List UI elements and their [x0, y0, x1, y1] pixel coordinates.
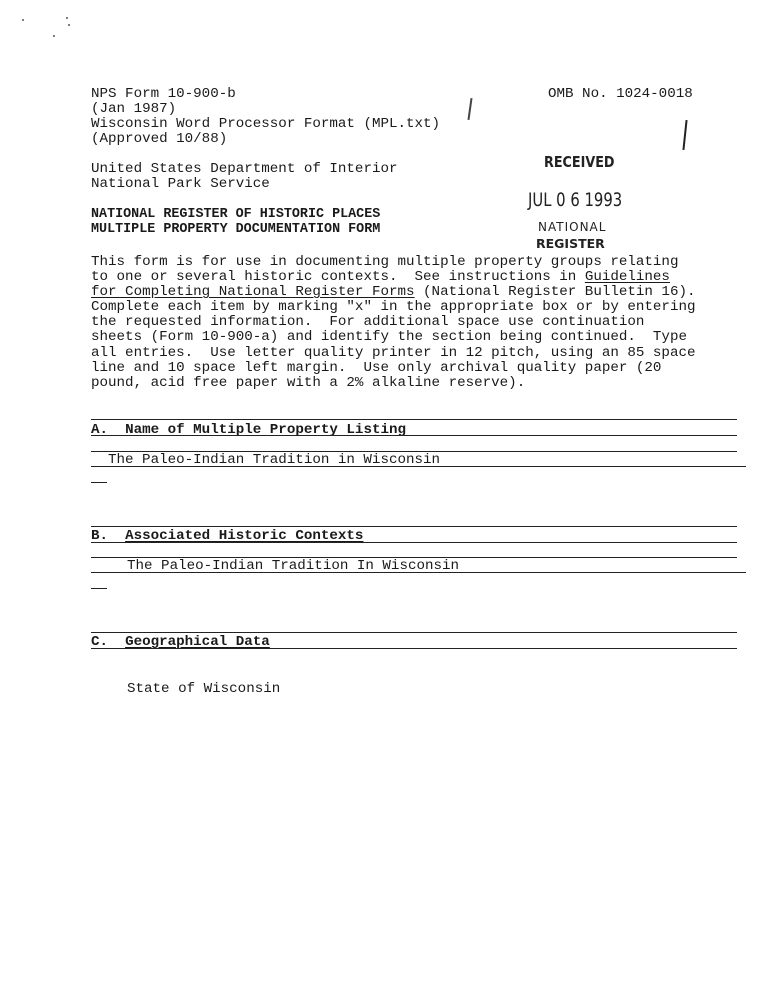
section-c-value: State of Wisconsin	[127, 681, 281, 697]
scan-speck	[22, 19, 24, 21]
instructions-line: Complete each item by marking "x" in the appropriate box or by entering	[91, 299, 696, 315]
scan-speck	[66, 17, 68, 19]
form-date: (Jan 1987)	[91, 101, 177, 117]
instructions-text: (National Register Bulletin 16).	[414, 284, 696, 300]
rule	[91, 419, 737, 420]
pen-mark	[682, 120, 687, 150]
rule	[91, 572, 746, 573]
section-b-letter: B.	[91, 528, 109, 544]
section-b-title: Associated Historic Contexts	[125, 528, 364, 544]
stamp-received: RECEIVED	[544, 153, 615, 171]
department-name: United States Department of Interior	[91, 161, 398, 177]
instructions-line: line and 10 space left margin. Use only archival quality paper (20	[91, 360, 662, 376]
form-title-line1: NATIONAL REGISTER OF HISTORIC PLACES	[91, 207, 381, 222]
scan-speck	[53, 35, 55, 37]
rule	[91, 466, 746, 467]
instructions-line	[91, 270, 670, 285]
instructions-line: This form is for use in documenting multiple property groups relating	[91, 254, 679, 270]
stamp-register: REGISTER	[536, 236, 605, 251]
rule	[91, 588, 107, 589]
scan-speck	[68, 24, 70, 26]
section-a-value: The Paleo-Indian Tradition in Wisconsin	[108, 452, 441, 468]
format-line: Wisconsin Word Processor Format (MPL.txt)	[91, 116, 441, 132]
form-number: NPS Form 10-900-b	[91, 86, 236, 102]
approved-line: (Approved 10/88)	[91, 131, 228, 147]
stamp-date: JUL 0 6 1993	[528, 189, 623, 211]
section-a-title: Name of Multiple Property Listing	[125, 422, 407, 438]
rule	[91, 526, 737, 527]
service-name: National Park Service	[91, 176, 270, 192]
instructions-line: sheets (Form 10-900-a) and identify the section being continued. Type	[91, 329, 687, 345]
section-a-letter: A.	[91, 422, 109, 438]
instructions-line: pound, acid free paper with a 2% alkaline reserve).	[91, 375, 526, 391]
instructions-line: all entries. Use letter quality printer in 12 pitch, using an 85 space	[91, 345, 696, 361]
pen-mark	[467, 98, 472, 120]
instructions-text: to one or several historic contexts. See instructions in	[91, 269, 585, 285]
rule	[91, 482, 107, 483]
section-c-title: Geographical Data	[125, 634, 270, 650]
form-title-line2: MULTIPLE PROPERTY DOCUMENTATION FORM	[91, 222, 381, 237]
instructions-line: the requested information. For additional space use continuation	[91, 314, 645, 330]
instructions-line	[91, 285, 696, 300]
section-c-letter: C.	[91, 634, 109, 650]
rule	[91, 435, 737, 436]
guidelines-reference-title: for Completing National Register Forms	[91, 284, 415, 300]
rule	[91, 542, 737, 543]
rule	[91, 648, 737, 649]
guidelines-reference: Guidelines	[584, 269, 670, 285]
omb-number: OMB No. 1024-0018	[548, 86, 693, 102]
rule	[91, 632, 737, 633]
section-b-value: The Paleo-Indian Tradition In Wisconsin	[127, 558, 460, 574]
stamp-national: NATIONAL	[538, 220, 607, 234]
